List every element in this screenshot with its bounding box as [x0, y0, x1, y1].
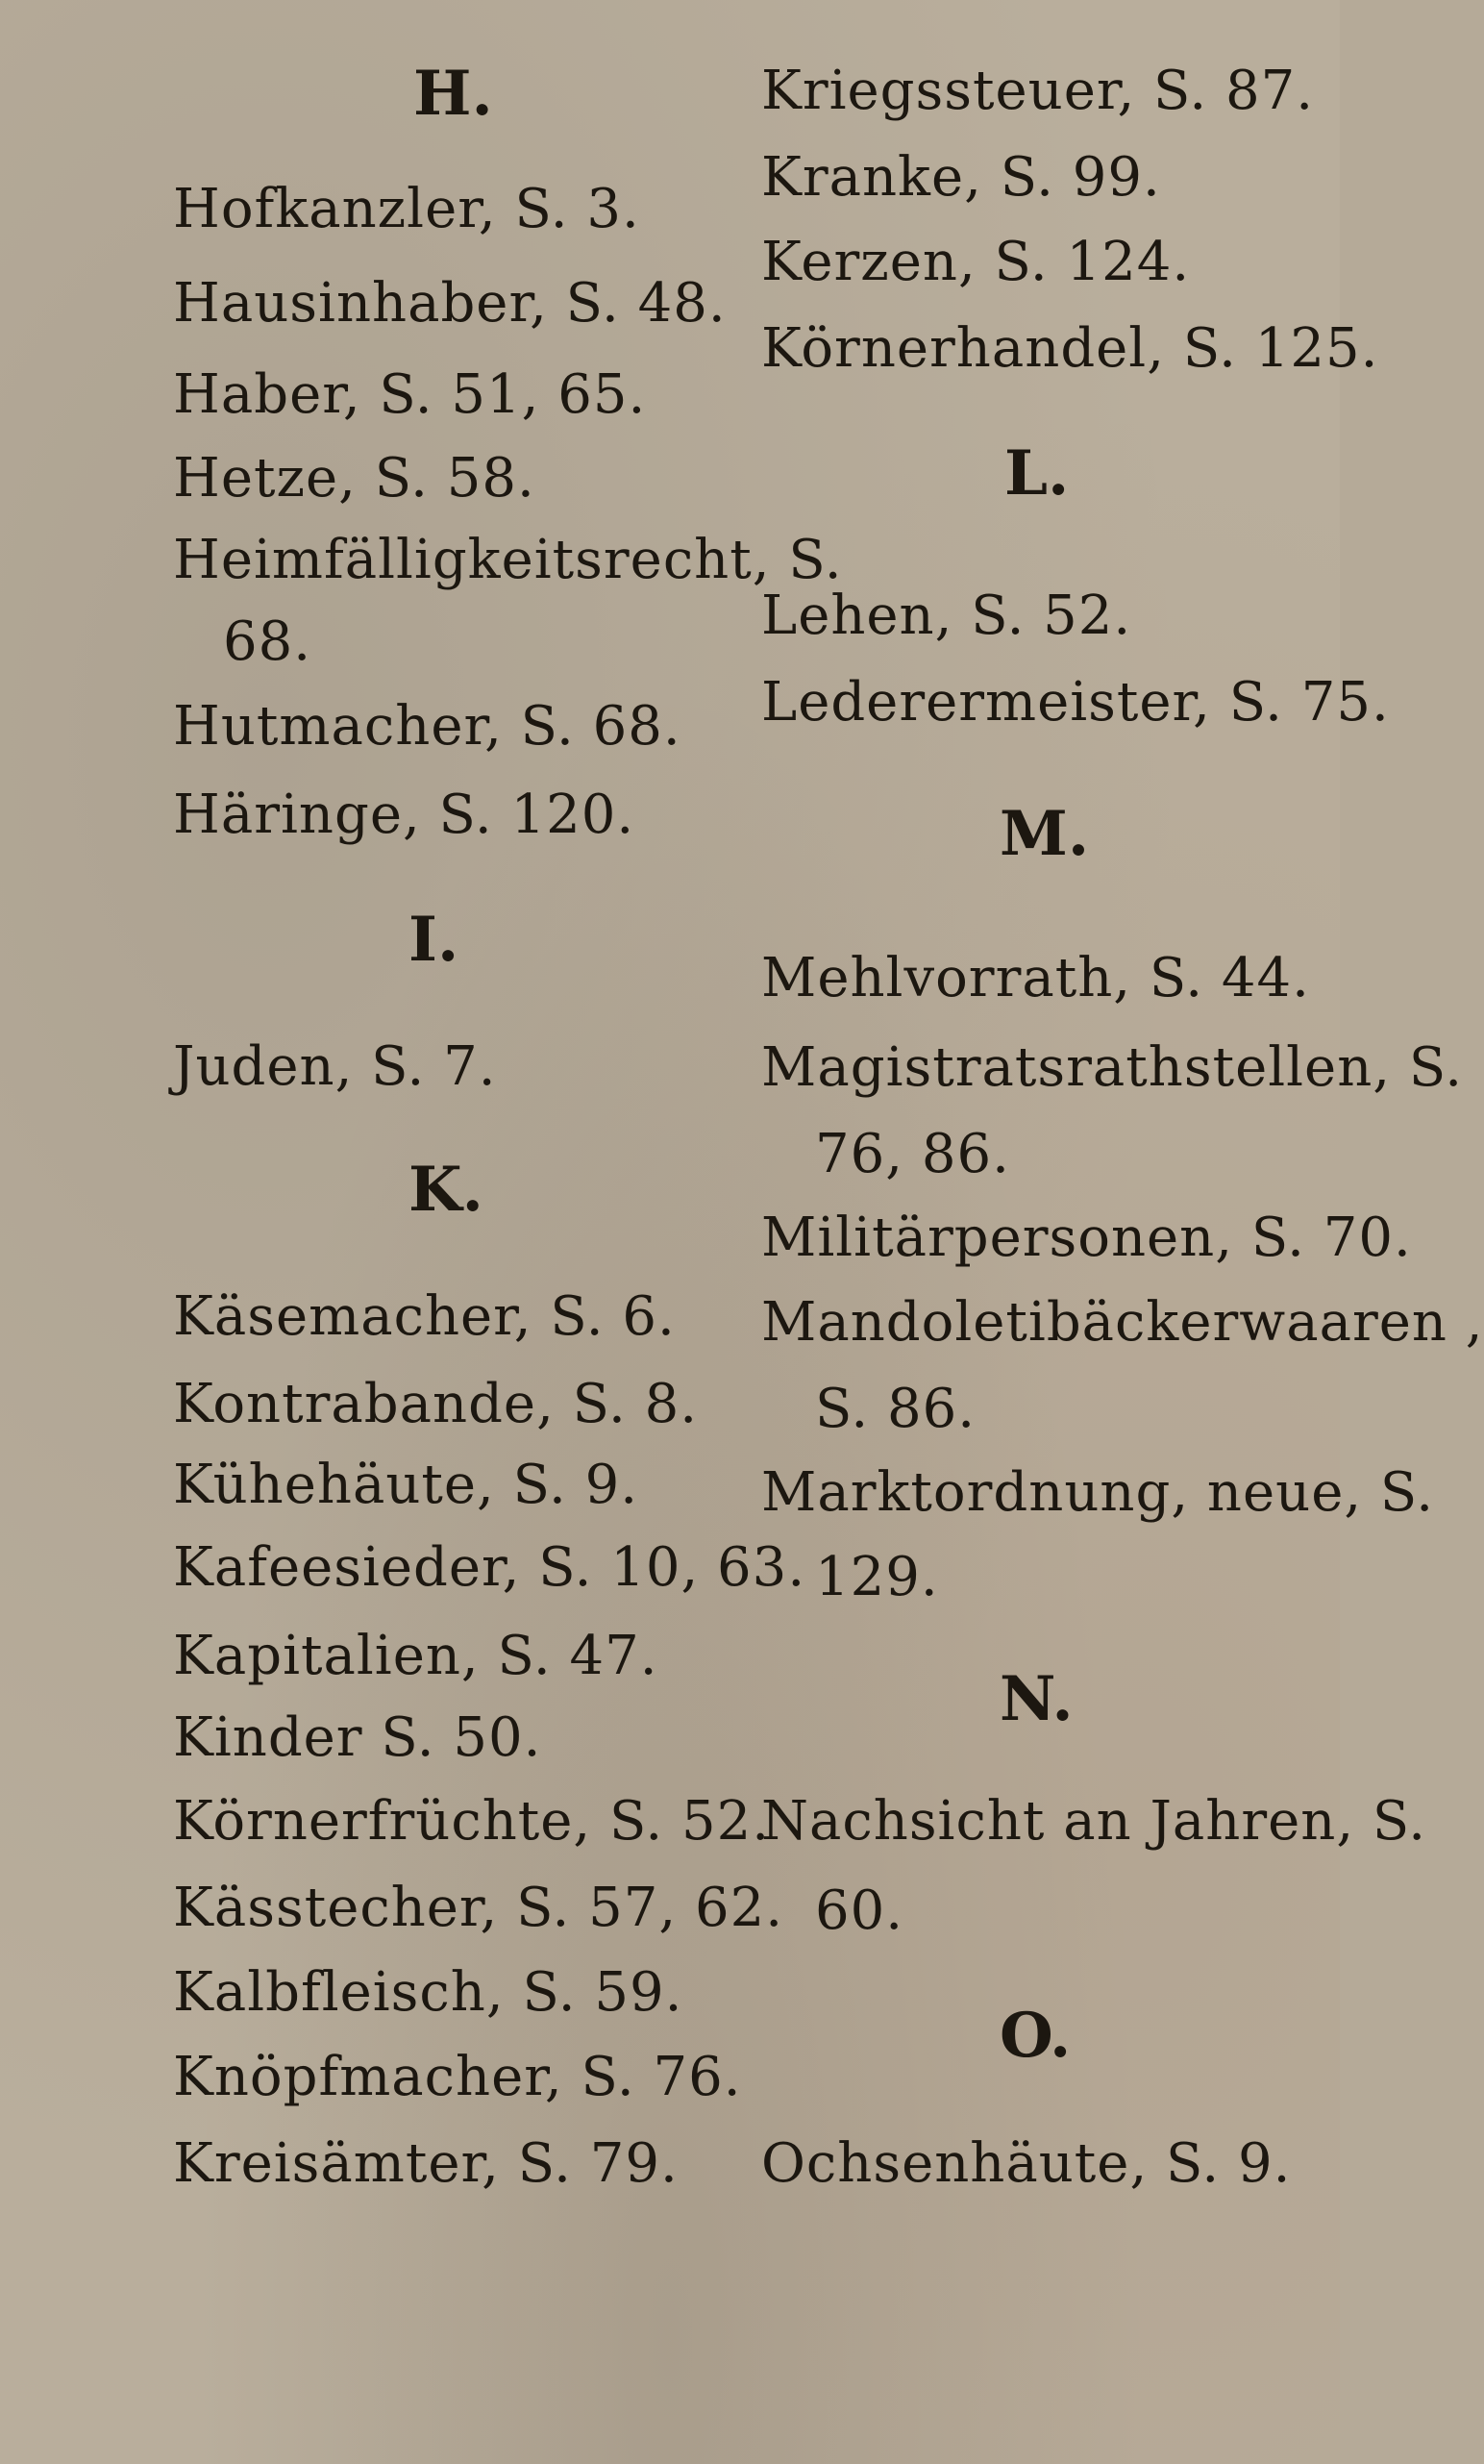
index-entry: Haber, S. 51, 65.: [173, 363, 647, 426]
section-heading-h: H.: [413, 58, 493, 130]
index-entry: Lederermeister, S. 75.: [761, 671, 1390, 734]
index-entry: Hetze, S. 58.: [173, 447, 535, 510]
index-entry-continuation: 60.: [815, 1879, 904, 1942]
index-entry: Heimfälligkeitsrecht, S.: [173, 529, 843, 591]
index-entry: Knöpfmacher, S. 76.: [173, 2046, 742, 2108]
index-entry: Juden, S. 7.: [173, 1035, 497, 1098]
index-entry: Kranke, S. 99.: [761, 146, 1161, 209]
index-entry: Magistratsrathstellen, S.: [761, 1036, 1464, 1099]
index-entry: Körnerhandel, S. 125.: [761, 317, 1379, 380]
index-entry: Käsemacher, S. 6.: [173, 1285, 676, 1348]
section-heading-l: L.: [1004, 437, 1070, 510]
index-entry: Kontrabande, S. 8.: [173, 1373, 699, 1435]
index-entry: Kässtecher, S. 57, 62.: [173, 1877, 784, 1939]
index-entry: Hutmacher, S. 68.: [173, 695, 681, 758]
index-entry: Lehen, S. 52.: [761, 585, 1132, 647]
index-entry: Hausinhaber, S. 48.: [173, 272, 727, 335]
section-heading-k: K.: [408, 1154, 483, 1226]
index-entry: Militärpersonen, S. 70.: [761, 1207, 1412, 1269]
index-entry: Kafeesieder, S. 10, 63.: [173, 1536, 806, 1599]
index-entry: Kinder S. 50.: [173, 1706, 542, 1769]
index-entry: Ochsenhäute, S. 9.: [761, 2132, 1292, 2195]
index-entry: Kerzen, S. 124.: [761, 231, 1191, 293]
index-entry: Kapitalien, S. 47.: [173, 1625, 658, 1687]
index-entry: Häringe, S. 120.: [173, 784, 635, 846]
index-entry: Marktordnung, neue, S.: [761, 1461, 1435, 1524]
section-heading-i: I.: [408, 904, 459, 976]
index-entry: Kriegssteuer, S. 87.: [761, 60, 1315, 122]
index-entry: Mehlvorrath, S. 44.: [761, 947, 1310, 1009]
index-entry: Kalbfleisch, S. 59.: [173, 1961, 683, 2024]
index-entry: Hofkanzler, S. 3.: [173, 178, 640, 240]
section-heading-m: M.: [1000, 798, 1090, 870]
index-entry: Mandoletibäckerwaaren ,: [761, 1291, 1484, 1354]
section-heading-o: O.: [1000, 2000, 1072, 2072]
index-entry-continuation: 68.: [223, 610, 312, 673]
index-entry: Kühehäute, S. 9.: [173, 1454, 639, 1516]
index-entry: Körnerfrüchte, S. 52.: [173, 1790, 771, 1853]
index-entry: Nachsicht an Jahren, S.: [761, 1790, 1427, 1853]
index-entry-continuation: 129.: [815, 1546, 939, 1608]
index-entry-continuation: 76, 86.: [815, 1123, 1010, 1185]
section-heading-n: N.: [1000, 1663, 1074, 1735]
index-entry: Kreisämter, S. 79.: [173, 2132, 679, 2195]
index-entry-continuation: S. 86.: [815, 1378, 977, 1440]
